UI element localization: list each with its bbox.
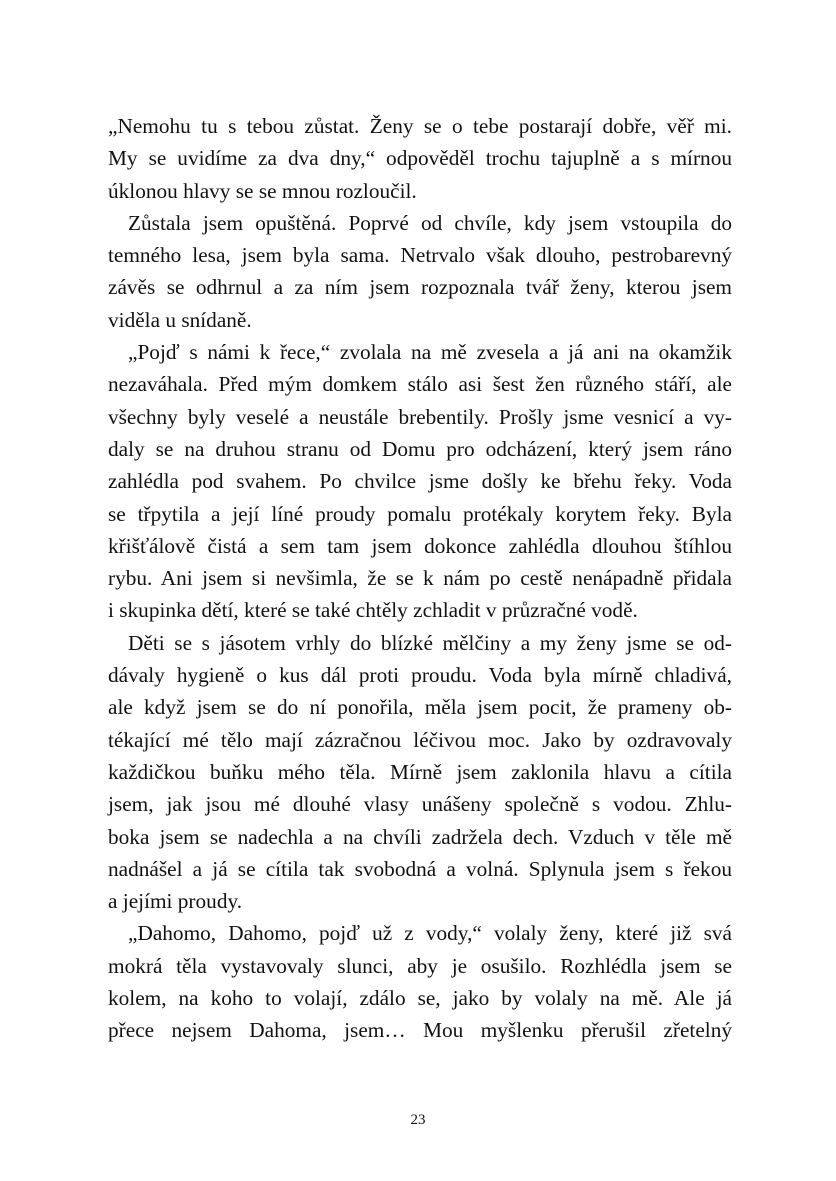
text-line: Děti se s jásotem vrhly do blízké mělčiny a my ženy jsme se od- [128,630,732,655]
text-line: závěs se odhrnul a za ním jsem rozpoznala tvář ženy, kterou jsem [108,275,732,300]
text-line: mokrá těla vystavovaly slunci, aby je osušilo. Rozhlédla jsem se [108,953,732,978]
body-text [108,110,732,1047]
text-line: každičkou buňku mého těla. Mírně jsem zaklonila hlavu a cítila [108,759,732,784]
text-line: a jejími proudy. [108,889,243,914]
text-line: rybu. Ani jsem si nevšimla, že se k nám po cestě nenápadně přidala [108,566,732,591]
text-line: „Nemohu tu s tebou zůstat. Ženy se o tebe postarají dobře, věř mi. [108,114,732,138]
text-line: tékající mé tělo mají zázračnou léčivou moc. Jako by ozdravovaly [108,727,732,752]
text-line: se třpytila a její líné proudy pomalu protékaly korytem řeky. Byla [108,501,732,526]
text-line: zahlédla pod svahem. Po chvilce jsme došly ke břehu řeky. Voda [108,469,732,494]
text-line: nadnášel a já se cítila tak svobodná a volná. Splynula jsem s řekou [108,856,732,881]
text-line: křišťálově čistá a sem tam jsem dokonce zahlédla dlouhou štíhlou [108,533,732,558]
text-line: My se uvidíme za dva dny,“ odpověděl trochu tajuplně a s mírnou [108,146,732,171]
text-line: „Dahomo, Dahomo, pojď už z vody,“ volaly ženy, které již svá [128,921,732,946]
text-line: nezaváhala. Před mým domkem stálo asi šest žen různého stáří, ale [108,372,732,397]
page-number: 23 [410,1112,426,1128]
text-line: dávaly hygieně o kus dál proti proudu. Voda byla mírně chladivá, [108,663,732,688]
text-line: přece nejsem Dahoma, jsem… Mou myšlenku přerušil zřetelný [108,1018,732,1043]
text-line: všechny byly veselé a neustále brebentily. Prošly jsme vesnicí a vy- [108,404,732,429]
text-line: boka jsem se nadechla a na chvíli zadržela dech. Vzduch v těle mě [108,824,732,849]
text-line: jsem, jak jsou mé dlouhé vlasy unášeny společně s vodou. Zhlu- [108,792,732,817]
text-line: temného lesa, jsem byla sama. Netrvalo však dlouho, pestrobarevný [108,243,732,268]
text-line: Zůstala jsem opuštěná. Poprvé od chvíle, kdy jsem vstoupila do [128,210,732,235]
text-line: kolem, na koho to volají, zdálo se, jako by volaly na mě. Ale já [108,986,732,1011]
text-line: ale když jsem se do ní ponořila, měla jsem pocit, že prameny ob- [108,695,732,720]
text-line: viděla u snídaně. [108,307,252,332]
text-line: „Pojď s námi k řece,“ zvolala na mě zvesela a já ani na okamžik [128,340,732,365]
text-line: úklonou hlavy se se mnou rozloučil. [108,178,417,203]
text-line: daly se na druhou stranu od Domu pro odcházení, který jsem ráno [108,436,732,461]
text-line: i skupinka dětí, které se také chtěly zchladit v průzračné vodě. [108,598,638,623]
